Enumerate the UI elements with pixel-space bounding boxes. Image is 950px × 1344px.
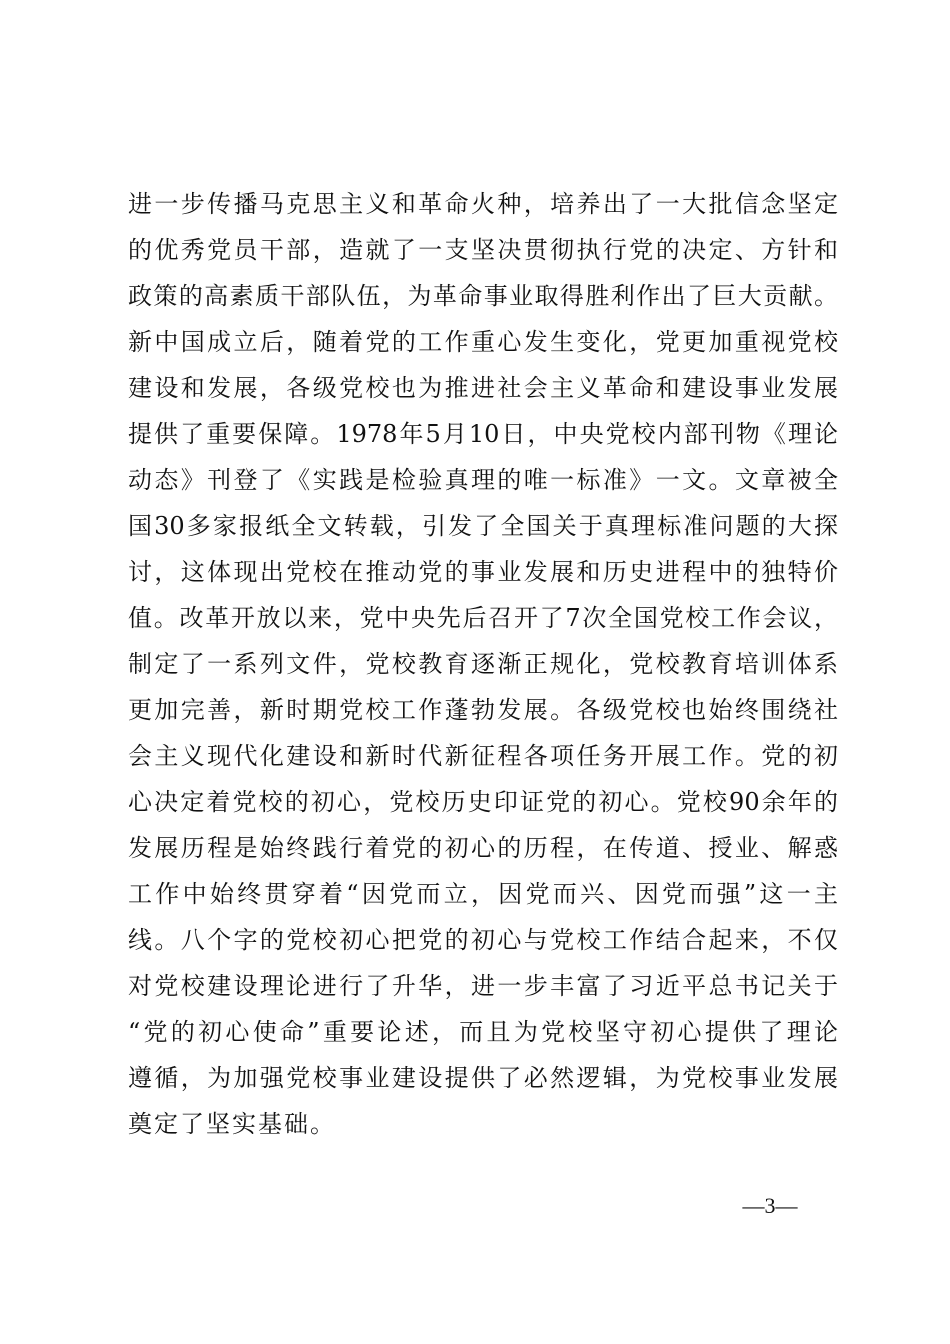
text-line: 遵循，为加强党校事业建设提供了必然逻辑，为党校事业发展 [128,1064,838,1092]
text-line: 制定了一系列文件，党校教育逐渐正规化，党校教育培训体系 [128,650,838,678]
text-line-last: 奠定了坚实基础。 [128,1110,336,1138]
text-line: 新中国成立后，随着党的工作重心发生变化，党更加重视党校 [128,328,838,356]
text-line: 动态》刊登了《实践是检验真理的唯一标准》一文。文章被全 [128,466,838,494]
text-line: 国30多家报纸全文转载，引发了全国关于真理标准问题的大探 [128,512,838,540]
text-line: 提供了重要保障。1978年5月10日，中央党校内部刊物《理论 [128,420,838,448]
text-line: 会主义现代化建设和新时代新征程各项任务开展工作。党的初 [128,742,838,770]
text-line: 的优秀党员干部，造就了一支坚决贯彻执行党的决定、方针和 [128,236,838,264]
body-text [128,181,838,1147]
text-line: 对党校建设理论进行了升华，进一步丰富了习近平总书记关于 [128,972,838,1000]
text-line: 政策的高素质干部队伍，为革命事业取得胜利作出了巨大贡献。 [128,282,838,310]
text-line: 讨，这体现出党校在推动党的事业发展和历史进程中的独特价 [128,558,838,586]
text-line: 进一步传播马克思主义和革命火种，培养出了一大批信念坚定 [128,190,838,218]
text-line: 工作中始终贯穿着“因党而立，因党而兴、因党而强”这一主 [128,880,838,908]
text-line: 更加完善，新时期党校工作蓬勃发展。各级党校也始终围绕社 [128,696,838,724]
text-line: “党的初心使命”重要论述，而且为党校坚守初心提供了理论 [128,1018,838,1046]
text-line: 值。改革开放以来，党中央先后召开了7次全国党校工作会议， [128,604,838,632]
text-line: 心决定着党校的初心，党校历史印证党的初心。党校90余年的 [128,788,838,816]
text-line: 线。八个字的党校初心把党的初心与党校工作结合起来，不仅 [128,926,838,954]
text-line: 建设和发展，各级党校也为推进社会主义革命和建设事业发展 [128,374,838,402]
text-line: 发展历程是始终践行着党的初心的历程，在传道、授业、解惑 [128,834,838,862]
page-number: —3— [742,1193,798,1218]
